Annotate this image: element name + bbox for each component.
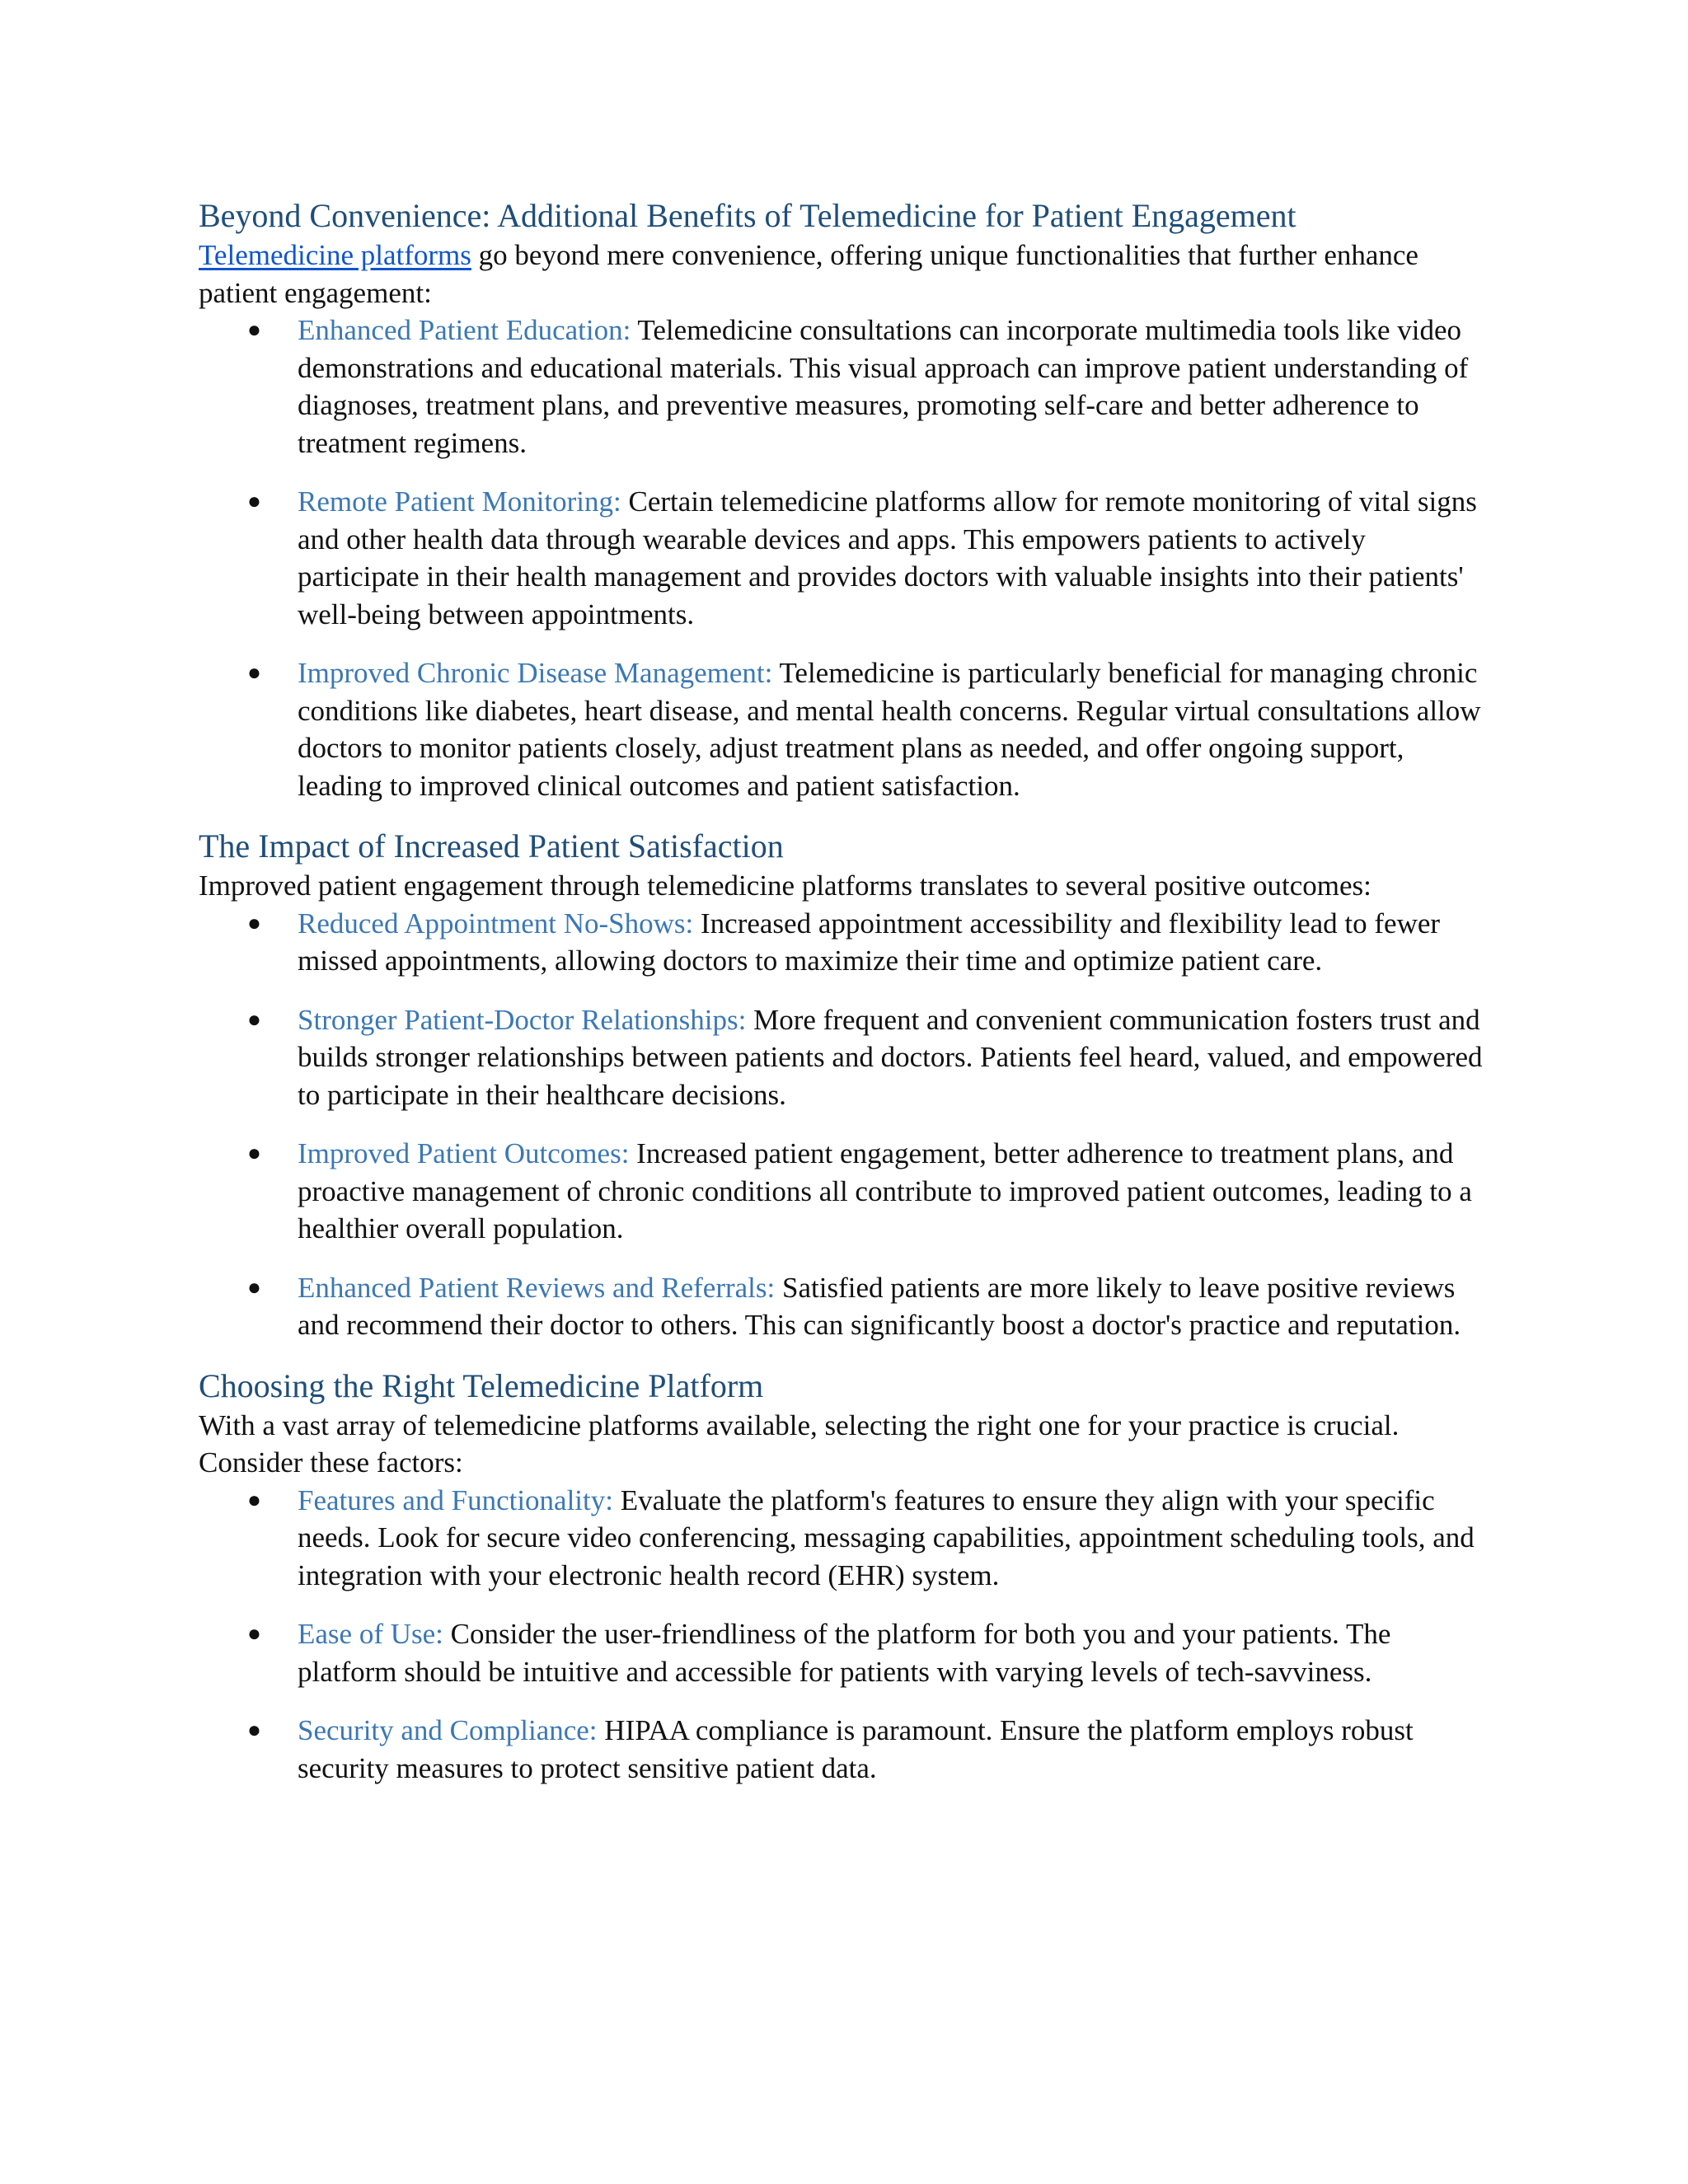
bullet-icon: ● (247, 1141, 261, 1166)
bullet-icon: ● (247, 317, 261, 343)
list-item (199, 1615, 1493, 1690)
list-item-term: Security and Compliance: (298, 1714, 598, 1746)
list-item (199, 1269, 1493, 1344)
list-item (199, 1135, 1493, 1248)
list-item-term: Enhanced Patient Education: (298, 314, 631, 346)
intro-text: go beyond mere convenience, offering unique functionalities that further enhance patient engagement: (199, 239, 1418, 309)
bullet-icon: ● (247, 1006, 261, 1033)
bullet-icon: ● (247, 1274, 261, 1301)
bullet-icon: ● (247, 489, 261, 514)
document-page (199, 195, 1493, 1787)
list-item-text: Certain telemedicine platforms allow for remote monitoring of vital signs and other health data through wearable devices and apps. This empowers patients to actively participate in their health management and provides doctors with valuable insights into their patients' well-being between appointments. (298, 485, 1477, 630)
list-item-text: Consider the user-friendliness of the platform for both you and your patients. The platform should be intuitive and accessible for patients with varying levels of tech-savviness. (298, 1618, 1391, 1688)
section-intro-benefits (199, 237, 1493, 312)
list-item (199, 654, 1493, 804)
section-heading-choosing: Choosing the Right Telemedicine Platform (199, 1366, 764, 1404)
section-heading-benefits: Beyond Convenience: Additional Benefits of Telemedicine for Patient Engagement (199, 197, 1296, 234)
list-item-text: More frequent and convenient communication fosters trust and builds stronger relationships between patients and doctors. Patients feel heard, valued, and empowered to participate in their healthcare decisions. (298, 1003, 1483, 1111)
section-intro-satisfaction: Improved patient engagement through telemedicine platforms translates to several positive outcomes: (199, 869, 1372, 902)
list-item-term: Improved Patient Outcomes: (298, 1137, 630, 1169)
list-item-text: Increased appointment accessibility and flexibility lead to fewer missed appointments, allowing doctors to maximize their time and optimize patient care. (298, 907, 1441, 977)
bullet-icon: ● (247, 1487, 261, 1513)
bullet-icon: ● (247, 1621, 261, 1647)
list-item-text: Telemedicine consultations can incorporate multimedia tools like video demonstrations and educational materials. This visual approach can improve patient understanding of diagnoses, treatment plans, and preventive measures, promoting self-care and better adherence to treatment regimens. (298, 314, 1469, 459)
list-item (199, 1712, 1493, 1787)
list-item-term: Remote Patient Monitoring: (298, 485, 621, 518)
list-item-term: Reduced Appointment No-Shows: (298, 907, 694, 940)
section-heading-satisfaction: The Impact of Increased Patient Satisfaction (199, 827, 784, 865)
factors-list (199, 1482, 1493, 1788)
list-item (199, 483, 1493, 633)
list-item-term: Ease of Use: (298, 1618, 443, 1650)
list-item-term: Features and Functionality: (298, 1483, 613, 1516)
bullet-icon: ● (247, 660, 261, 686)
list-item (199, 1482, 1493, 1595)
list-item (199, 1001, 1493, 1114)
list-item (199, 312, 1493, 462)
list-item-term: Enhanced Patient Reviews and Referrals: (298, 1271, 776, 1304)
benefits-list (199, 312, 1493, 804)
bullet-icon: ● (247, 1718, 261, 1743)
section-intro-choosing: With a vast array of telemedicine platforms available, selecting the right one for your practice is crucial. Consider these factors: (199, 1408, 1400, 1479)
list-item-term: Stronger Patient-Doctor Relationships: (298, 1003, 747, 1036)
list-item-term: Improved Chronic Disease Management: (298, 657, 773, 689)
outcomes-list (199, 905, 1493, 1344)
bullet-icon: ● (247, 910, 261, 936)
list-item (199, 905, 1493, 980)
telemedicine-platforms-link[interactable]: Telemedicine platforms (199, 239, 471, 271)
list-item-text: Evaluate the platform's features to ensure they align with your specific needs. Look for secure video conferencing, messaging capabilities, appointment scheduling tools, and integration with your electronic health record (EHR) system. (298, 1483, 1475, 1591)
list-item-text: HIPAA compliance is paramount. Ensure the platform employs robust security measures to protect sensitive patient data. (298, 1714, 1414, 1784)
list-item-text: Satisfied patients are more likely to leave positive reviews and recommend their doctor to others. This can significantly boost a doctor's practice and reputation. (298, 1271, 1461, 1341)
list-item-text: Increased patient engagement, better adherence to treatment plans, and proactive management of chronic conditions all contribute to improved patient outcomes, leading to a healthier overall population. (298, 1137, 1472, 1244)
list-item-text: Telemedicine is particularly beneficial for managing chronic conditions like diabetes, heart disease, and mental health concerns. Regular virtual consultations allow doctors to monitor patients closely, adjust treatment plans as needed, and offer ongoing support, leading to improved clinical outcomes and patient satisfaction. (298, 657, 1481, 802)
